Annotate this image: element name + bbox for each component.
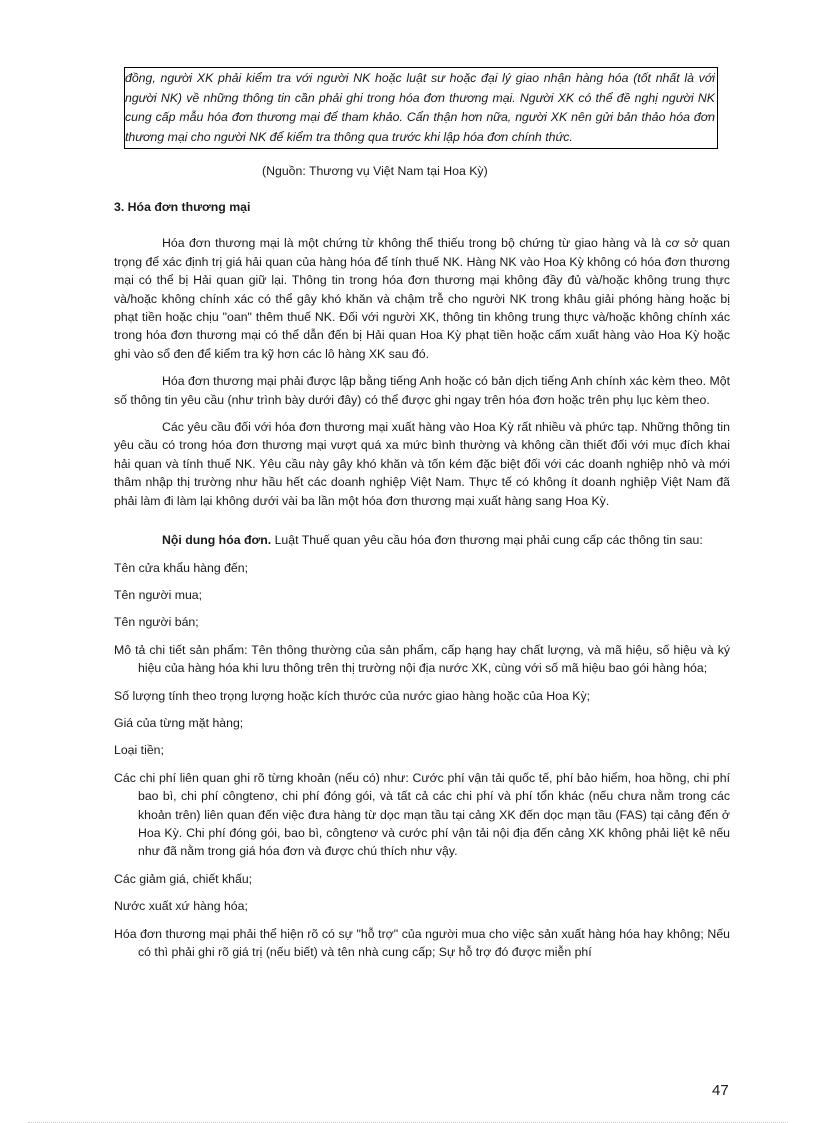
list-item: Tên cửa khẩu hàng đến; bbox=[114, 560, 249, 575]
boxed-note bbox=[124, 67, 718, 149]
source-citation: (Nguồn: Thương vụ Việt Nam tại Hoa Kỳ) bbox=[262, 164, 488, 178]
list-item: Nước xuất xứ hàng hóa; bbox=[114, 899, 248, 914]
main-content bbox=[114, 198, 730, 970]
paragraph-3: Các yêu cầu đối với hóa đơn thương mại xuất hàng vào Hoa Kỳ rất nhiều và phức tạp. Những thông tin yêu cầu có trong hóa đơn thương mại vượt quá xa mức bình thường và không cần thiết đối với mục đích khai hải quan và tính thuế NK. Yêu cầu này gây khó khăn và tốn kém đặc biệt đối với các doanh nghiệp nhỏ và mới thâm nhập thị trường như hầu hết các doanh nghiệp Việt Nam. Thực tế có không ít doanh nghiệp Việt Nam đã phải làm đi làm lại không dưới vài ba lần một hóa đơn thương mại xuất hàng sang Hoa Kỳ. bbox=[114, 420, 730, 508]
boxed-note-text: đồng, người XK phải kiểm tra với người NK hoặc luật sư hoặc đại lý giao nhận hàng hóa (tốt nhất là với người NK) về những thông tin cần phải ghi trong hóa đơn thương mại. Người XK có thể đề nghị người NK cung cấp mẫu hóa đơn thương mại để tham khảo. Cẩn thận hơn nữa, người XK nên gửi bản thảo hóa đơn thương mại cho người NK để kiểm tra thông qua trước khi lập hóa đơn chính thức. bbox=[125, 71, 715, 144]
list-item: Tên người bán; bbox=[114, 615, 199, 630]
list-item: Các giảm giá, chiết khấu; bbox=[114, 871, 253, 886]
list-item: Tên người mua; bbox=[114, 587, 203, 602]
list-item: Số lượng tính theo trọng lượng hoặc kích thước của nước giao hàng hoặc của Hoa Kỳ; bbox=[114, 688, 591, 703]
content-intro-bold: Nội dung hóa đơn. bbox=[162, 533, 272, 548]
list-item: Các chi phí liên quan ghi rõ từng khoản (nếu có) như: Cước phí vận tải quốc tế, phí bảo hiểm, hoa hồng, chi phí bao bì, chi phí côngtenơ, chi phí đóng gói, và tất cả các chi phí và phí tổn khác (nếu chưa nằm trong các khoản trên) liên quan đến việc đưa hàng từ dọc mạn tầu tại cảng XK đến dọc mạn tầu (FAS) tại cảng đến ở Hoa Kỳ. Chi phí đóng gói, bao bì, côngtenơ và cước phí vận tải nội địa đến cảng XK không phải liệt kê nếu như đã nằm trong giá hóa đơn và được chú thích như vậy. bbox=[114, 770, 730, 859]
list-item: Hóa đơn thương mại phải thể hiện rõ có sự "hỗ trợ" của người mua cho việc sản xuất hàng hóa hay không; Nếu có thì phải ghi rõ giá trị (nếu biết) và tên nhà cung cấp; Sự hỗ trợ đó được miễn phí bbox=[114, 926, 730, 959]
section-heading: 3. Hóa đơn thương mại bbox=[114, 200, 251, 214]
list-item: Loại tiền; bbox=[114, 743, 164, 758]
list-item: Mô tả chi tiết sản phẩm: Tên thông thường của sản phẩm, cấp hạng hay chất lượng, và mã hiệu, số hiệu và ký hiệu của hàng hóa khi lưu thông trên thị trường nội địa nước XK, cùng với số mã hiệu bao gói hàng hóa; bbox=[114, 642, 730, 676]
paragraph-2: Hóa đơn thương mại phải được lập bằng tiếng Anh hoặc có bản dịch tiếng Anh chính xác kèm theo. Một số thông tin yêu cầu (như trình bày dưới đây) có thể được ghi ngay trên hóa đơn hoặc trên phụ lục kèm theo. bbox=[114, 374, 730, 407]
page-number: 47 bbox=[712, 1082, 729, 1099]
content-intro bbox=[114, 531, 730, 549]
paragraph-1: Hóa đơn thương mại là một chứng từ không thể thiếu trong bộ chứng từ giao hàng và là cơ sở quan trọng để xác định trị giá hải quan của hàng hóa để tính thuế NK. Hàng NK vào Hoa Kỳ không có hóa đơn thương mại có thể bị Hải quan giữ lại. Thông tin trong hóa đơn thương mại không đầy đủ và/hoặc không trung thực và/hoặc không chính xác có thể gây khó khăn và chậm trễ cho người NK trong khâu giải phóng hàng hoặc bị phạt tiền hoặc chịu "oan" thêm thuế NK. Đối với người XK, thông tin không trung thực và/hoặc không chính xác trong hóa đơn thương mại có thể dẫn đến bị Hải quan Hoa Kỳ phạt tiền hoặc cấm xuất hàng vào Hoa Kỳ hoặc ghi vào sổ đen để kiểm tra kỹ hơn các lô hàng XK sau đó. bbox=[114, 236, 730, 361]
content-intro-text: Luật Thuế quan yêu cầu hóa đơn thương mại phải cung cấp các thông tin sau: bbox=[271, 533, 703, 548]
list-item: Giá của từng mặt hàng; bbox=[114, 715, 244, 730]
